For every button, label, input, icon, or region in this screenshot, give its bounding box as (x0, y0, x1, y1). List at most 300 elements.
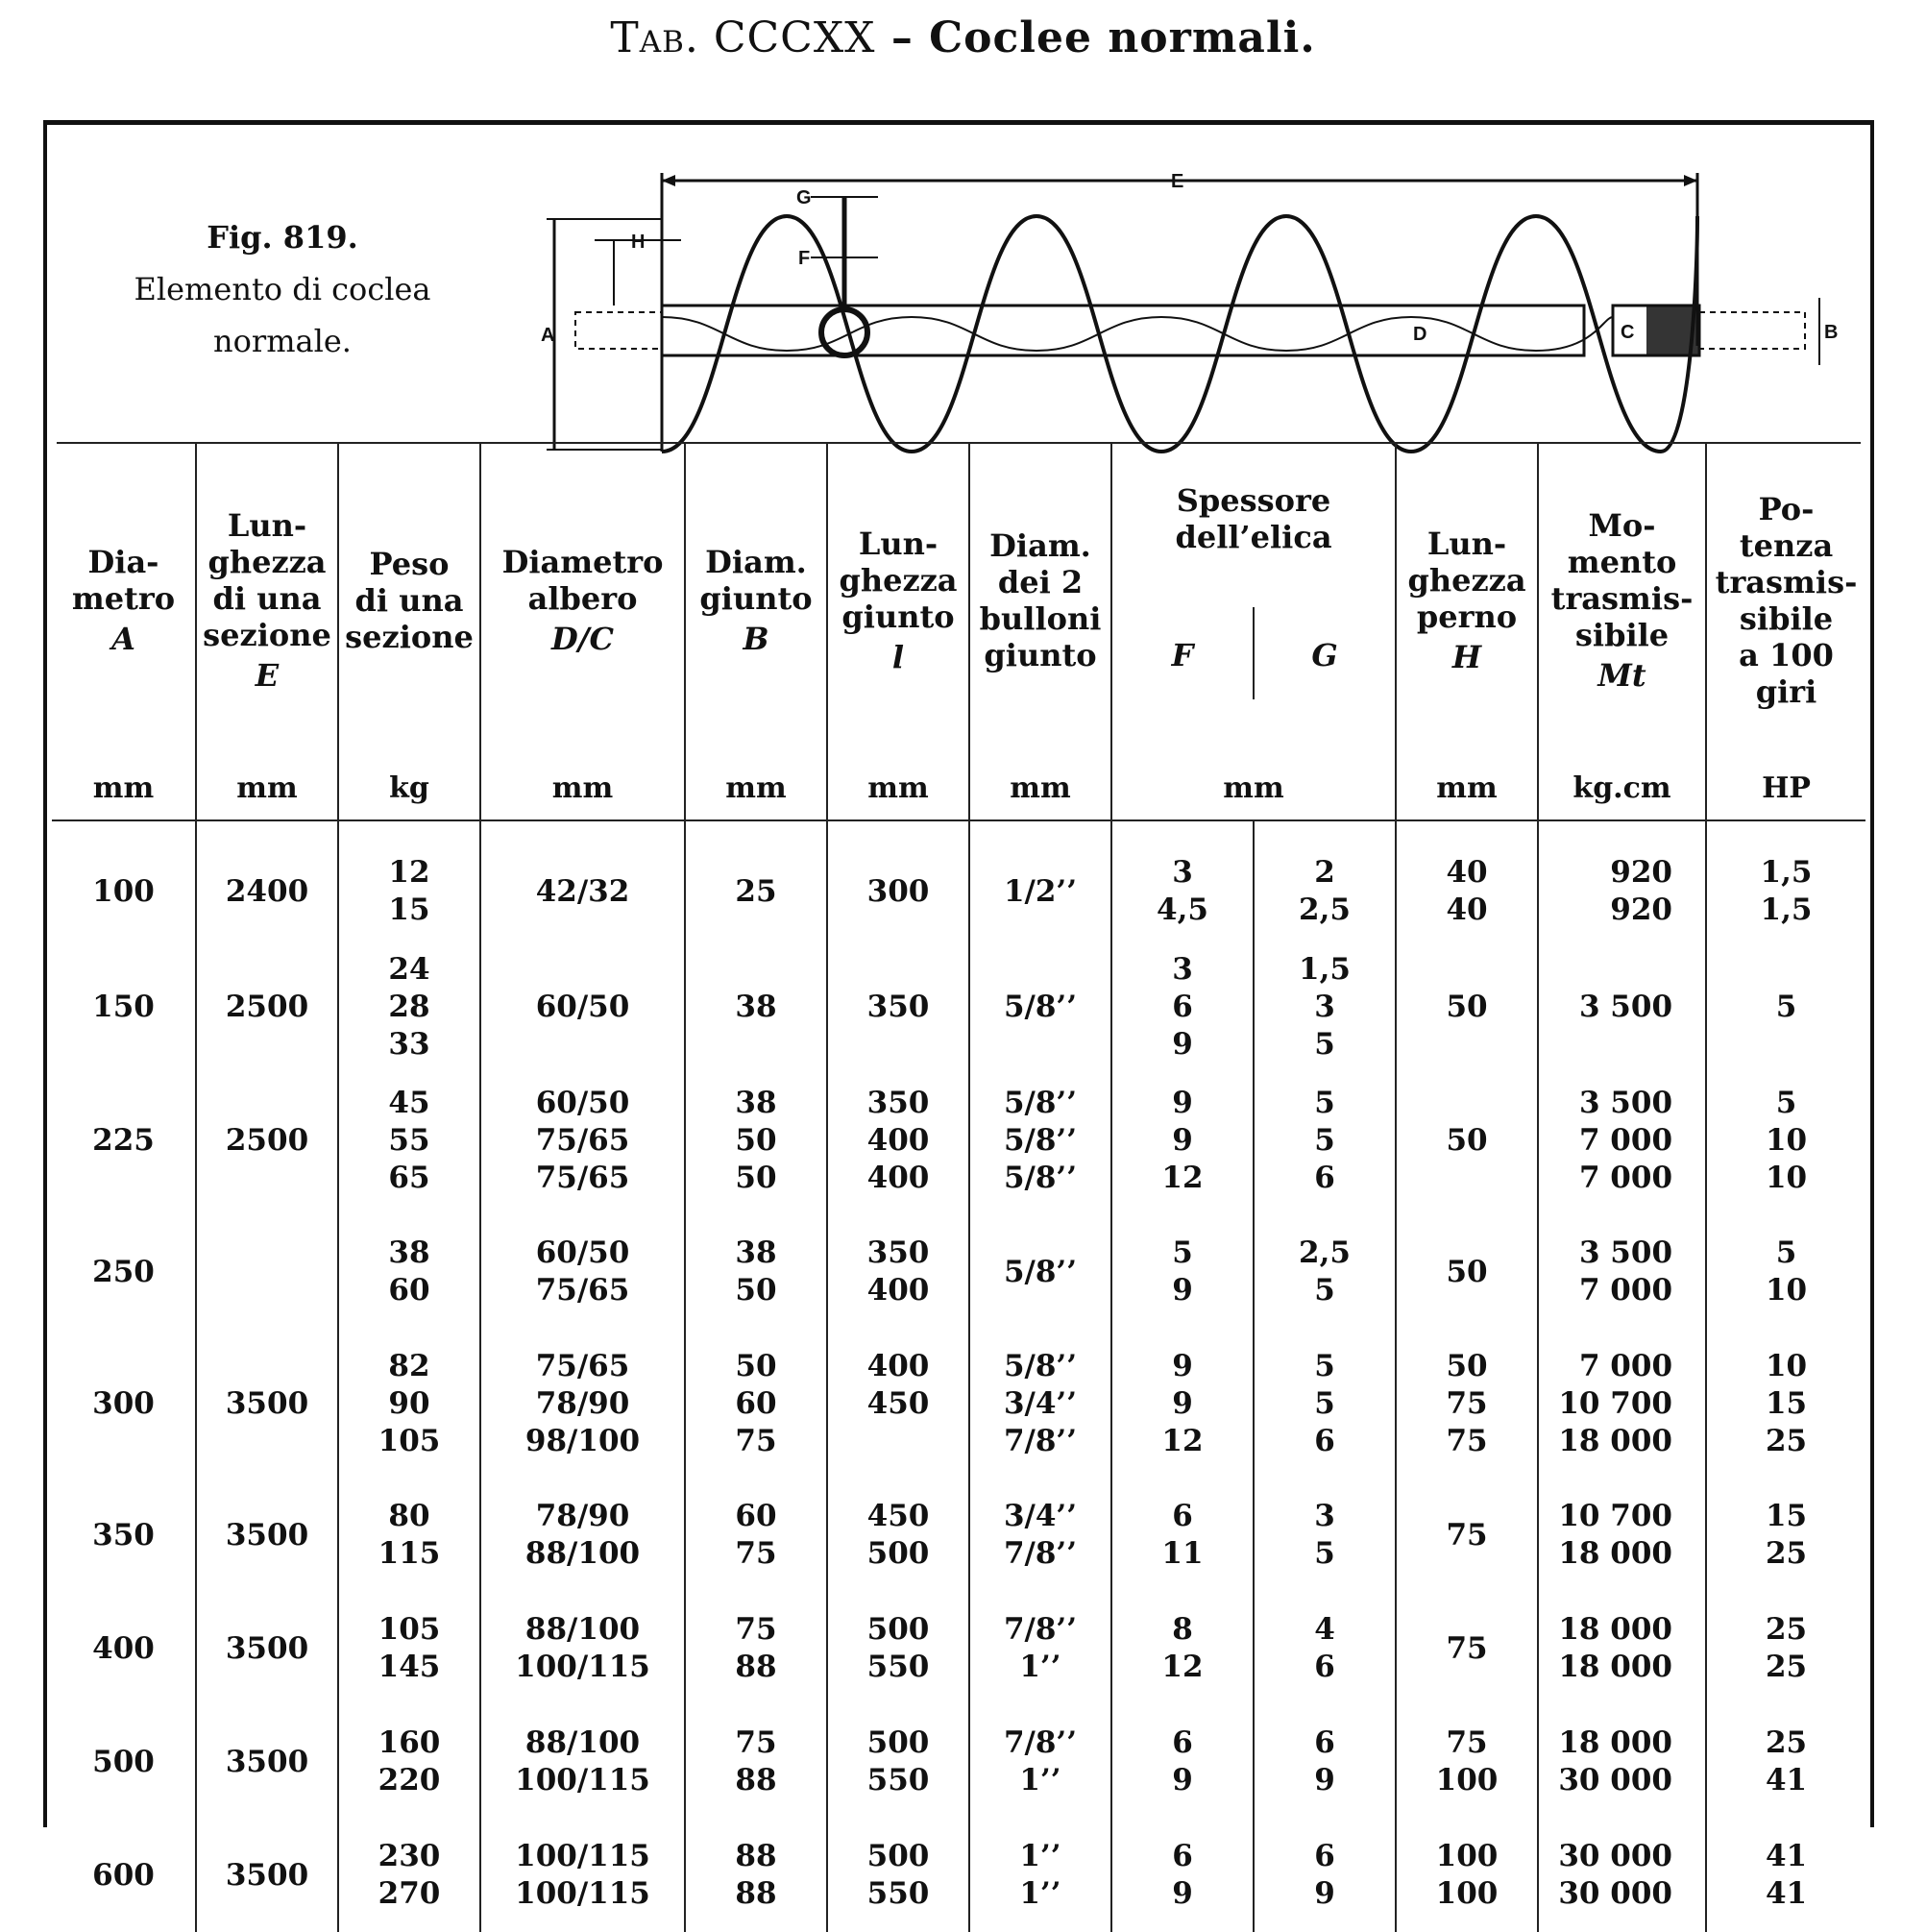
col-header-diametro (52, 444, 196, 756)
cell-value: 88/100 (524, 1612, 641, 1647)
cell-peso (338, 1065, 480, 1215)
cell-potenza (1706, 1329, 1865, 1479)
cell-value: 3/4’’ (1003, 1385, 1078, 1421)
cell-value: 3500 (225, 1630, 309, 1666)
cell-diametro-albero (480, 820, 685, 948)
cell-value: 350 (866, 989, 930, 1024)
cell-value: 8 (1172, 1612, 1193, 1647)
cell-value: 400 (92, 1630, 155, 1666)
cell-value: 38 (735, 989, 777, 1024)
cell-value: 60 (735, 1385, 777, 1421)
cell-value: 1/2’’ (1003, 873, 1078, 909)
cell-value: 60 (735, 1499, 777, 1533)
cell-momento (1538, 948, 1706, 1065)
cell-value: 10 (1765, 1160, 1808, 1195)
cell-value: 3500 (225, 1857, 309, 1893)
cell-value: 6 (1172, 1499, 1193, 1533)
cell-value: 100/115 (515, 1839, 650, 1873)
cell-value: 25 (1765, 1423, 1808, 1458)
cell-value: 75 (1446, 1517, 1488, 1553)
col-header-lunghezza-sezione (196, 444, 338, 756)
col-header-G: G (1311, 637, 1338, 673)
table-row (52, 1065, 1865, 1215)
cell-peso (338, 1705, 480, 1819)
hdr-line: sezione (345, 618, 474, 655)
cell-value: 42/32 (535, 873, 630, 909)
cell-lunghezza-sezione (196, 1329, 338, 1479)
dim-label-h: H (631, 232, 646, 253)
cell-value: 41 (1765, 1763, 1808, 1797)
cell-value: 38 (388, 1235, 430, 1270)
hdr-symbol: H (1451, 638, 1482, 675)
cell-value: 12 (1161, 1650, 1204, 1684)
col-header-F: F (1112, 607, 1255, 699)
cell-value: 400 (866, 1273, 930, 1308)
cell-lunghezza-giunto (827, 1819, 969, 1932)
cell-value: 10 700 (1558, 1499, 1673, 1533)
cell-diametro-albero (480, 1592, 685, 1705)
cell-value: 1’’ (1019, 1650, 1061, 1684)
cell-value: 7 000 (1578, 1273, 1673, 1308)
hdr-line: mento (1567, 543, 1677, 580)
cell-diametro (52, 1329, 196, 1479)
cell-value: 920 (1610, 893, 1673, 927)
cell-spessore-g (1254, 1215, 1396, 1329)
cell-value: 2500 (225, 989, 309, 1024)
cell-value: 230 (378, 1839, 441, 1873)
cell-lunghezza-perno (1396, 1819, 1538, 1932)
cell-value: 88 (735, 1876, 777, 1911)
hdr-line: Diam. (705, 543, 807, 580)
unit-cell: kg (338, 756, 480, 820)
cell-value: 500 (866, 1612, 930, 1647)
hdr-symbol: E (255, 656, 280, 694)
cell-diametro-albero (480, 948, 685, 1065)
cell-value: 3 500 (1578, 1085, 1673, 1120)
cell-potenza (1706, 948, 1865, 1065)
cell-value: 65 (388, 1160, 430, 1195)
cell-value: 600 (92, 1857, 155, 1893)
col-header-bulloni (969, 444, 1111, 756)
cell-value: 6 (1314, 1650, 1335, 1684)
hdr-line: giunto (984, 636, 1097, 673)
cell-value: 5/8’’ (1003, 1085, 1078, 1120)
cell-value: 25 (1765, 1725, 1808, 1760)
cell-spessore-f (1111, 1065, 1254, 1215)
cell-value: 400 (866, 1160, 930, 1195)
hdr-symbol: l (891, 638, 905, 675)
hdr-line: dell’elica (1175, 519, 1332, 555)
cell-value: 75 (1446, 1423, 1488, 1458)
cell-value: 160 (378, 1725, 441, 1760)
cell-value: 75/65 (535, 1348, 630, 1383)
cell-value: 88/100 (524, 1725, 641, 1760)
cell-value: 30 000 (1558, 1876, 1673, 1911)
cell-spessore-g (1254, 1479, 1396, 1592)
cell-value: 7 000 (1578, 1348, 1673, 1383)
cell-diam-giunto (685, 948, 827, 1065)
cell-value: 75 (1446, 1385, 1488, 1421)
cell-value: 6 (1314, 1423, 1335, 1458)
cell-value: 50 (735, 1273, 777, 1308)
cell-lunghezza-giunto (827, 1065, 969, 1215)
col-header-diam-giunto (685, 444, 827, 756)
unit-row (52, 756, 1865, 820)
cell-value: 60/50 (535, 1085, 630, 1120)
cell-value: 10 700 (1558, 1385, 1673, 1421)
cell-value: 3500 (225, 1517, 309, 1553)
cell-value: 45 (388, 1085, 430, 1120)
cell-value: 5/8’’ (1003, 1348, 1078, 1383)
cell-value: 88 (735, 1839, 777, 1873)
cell-spessore-f (1111, 1592, 1254, 1705)
data-table (52, 444, 1865, 1932)
cell-spessore-f (1111, 1479, 1254, 1592)
cell-spessore-f (1111, 1215, 1254, 1329)
cell-value: 500 (866, 1536, 930, 1571)
table-row (52, 1215, 1865, 1329)
cell-value: 75/65 (535, 1160, 630, 1195)
hdr-line: Po- (1758, 490, 1815, 527)
cell-value: 15 (388, 893, 430, 927)
cell-value: 150 (92, 989, 155, 1024)
cell-potenza (1706, 1592, 1865, 1705)
dim-label-a: A (541, 325, 555, 346)
cell-value: 9 (1172, 1348, 1193, 1383)
cell-lunghezza-perno (1396, 1065, 1538, 1215)
cell-momento (1538, 1329, 1706, 1479)
cell-lunghezza-perno (1396, 1592, 1538, 1705)
cell-spessore-g (1254, 1592, 1396, 1705)
cell-value: 9 (1172, 1273, 1193, 1308)
cell-diam-giunto (685, 1479, 827, 1592)
cell-value: 5/8’’ (1003, 1160, 1078, 1195)
cell-potenza (1706, 820, 1865, 948)
cell-spessore-f (1111, 948, 1254, 1065)
cell-momento (1538, 1592, 1706, 1705)
table-body (52, 820, 1865, 1932)
cell-value: 6 (1172, 989, 1193, 1024)
cell-diam-giunto (685, 1819, 827, 1932)
cell-value: 3 (1172, 951, 1193, 987)
cell-diam-giunto (685, 1329, 827, 1479)
cell-value: 40 (1446, 893, 1488, 927)
cell-value: 2,5 (1299, 1235, 1351, 1270)
cell-spessore-f (1111, 1819, 1254, 1932)
cell-value: 7/8’’ (1003, 1725, 1078, 1760)
cell-value: 10 (1765, 1273, 1808, 1308)
cell-value: 3 500 (1578, 1235, 1673, 1270)
table-row (52, 820, 1865, 948)
cell-diametro-albero (480, 1215, 685, 1329)
cell-lunghezza-sezione (196, 1215, 338, 1329)
cell-value: 7/8’’ (1003, 1423, 1078, 1458)
cell-lunghezza-giunto (827, 1329, 969, 1479)
cell-spessore-g (1254, 820, 1396, 948)
col-header-spessore-elica (1111, 444, 1396, 756)
hdr-line: metro (71, 579, 176, 617)
cell-value: 5 (1314, 1026, 1335, 1062)
cell-value: 25 (735, 873, 777, 909)
cell-diametro-albero (480, 1819, 685, 1932)
cell-value: 10 (1765, 1348, 1808, 1383)
cell-diam-giunto (685, 1592, 827, 1705)
cell-value: 550 (866, 1763, 930, 1797)
cell-value: 24 (388, 951, 430, 987)
cell-value: 88 (735, 1650, 777, 1684)
cell-value: 50 (735, 1122, 777, 1158)
cell-value: 9 (1172, 1763, 1193, 1797)
cell-spessore-f (1111, 820, 1254, 948)
hdr-symbol: Mt (1597, 656, 1646, 694)
cell-value: 2,5 (1299, 893, 1351, 927)
cell-value: 2400 (225, 873, 309, 909)
cell-diametro-albero (480, 1065, 685, 1215)
cell-spessore-f (1111, 1329, 1254, 1479)
cell-value: 105 (378, 1423, 441, 1458)
cell-value: 350 (866, 1085, 930, 1120)
dim-label-c: C (1621, 322, 1635, 343)
cell-value: 80 (388, 1499, 430, 1533)
cell-value: 50 (1446, 1348, 1488, 1383)
cell-value: 100/115 (515, 1876, 650, 1911)
cell-value: 50 (1446, 1122, 1488, 1158)
cell-diam-giunto (685, 820, 827, 948)
cell-value: 75/65 (535, 1273, 630, 1308)
cell-value: 1,5 (1760, 893, 1813, 927)
hdr-symbol: A (111, 620, 135, 657)
cell-momento (1538, 1479, 1706, 1592)
cell-lunghezza-giunto (827, 820, 969, 948)
cell-bulloni (969, 1065, 1111, 1215)
cell-value: 3500 (225, 1744, 309, 1779)
cell-lunghezza-giunto (827, 1705, 969, 1819)
cell-value: 2 (1314, 855, 1335, 890)
cell-value: 82 (388, 1348, 430, 1383)
cell-diametro (52, 1592, 196, 1705)
hdr-line: trasmis- (1715, 563, 1858, 600)
cell-peso (338, 1215, 480, 1329)
cell-spessore-g (1254, 1819, 1396, 1932)
cell-value: 55 (388, 1122, 430, 1158)
cell-value: 30 000 (1558, 1763, 1673, 1797)
figure-caption (124, 211, 441, 367)
cell-value: 100/115 (515, 1650, 650, 1684)
hdr-line: Dia- (87, 543, 159, 580)
hdr-line: sibile (1574, 616, 1670, 653)
col-header-lunghezza-giunto (827, 444, 969, 756)
cell-value: 5/8’’ (1003, 1122, 1078, 1158)
unit-cell: mm (1111, 756, 1396, 820)
cell-value: 5 (1172, 1235, 1193, 1270)
dim-label-e: E (1171, 171, 1184, 192)
cell-value: 60/50 (535, 1235, 630, 1270)
cell-value: 500 (92, 1744, 155, 1779)
cell-bulloni (969, 820, 1111, 948)
cell-value: 5 (1775, 989, 1797, 1024)
cell-value: 4 (1314, 1612, 1335, 1647)
cell-value: 12 (388, 855, 430, 890)
cell-value: 500 (866, 1839, 930, 1873)
cell-diametro (52, 1705, 196, 1819)
cell-momento (1538, 820, 1706, 948)
cell-bulloni (969, 1705, 1111, 1819)
cell-lunghezza-giunto (827, 1215, 969, 1329)
cell-value: 28 (388, 989, 430, 1024)
cell-lunghezza-giunto (827, 948, 969, 1065)
cell-value: 90 (388, 1385, 430, 1421)
header-row (52, 444, 1865, 756)
cell-value: 7/8’’ (1003, 1536, 1078, 1571)
cell-lunghezza-giunto (827, 1479, 969, 1592)
cell-value: 300 (866, 873, 930, 909)
unit-cell: HP (1706, 756, 1865, 820)
cell-value: 400 (866, 1348, 930, 1383)
hdr-line: Lun- (858, 525, 939, 562)
hdr-line: di una (354, 581, 464, 619)
figure-description: Elemento di coclea normale. (134, 271, 431, 359)
cell-value: 920 (1610, 855, 1673, 890)
cell-bulloni (969, 1592, 1111, 1705)
cell-value: 100 (92, 873, 155, 909)
cell-value: 9 (1172, 1876, 1193, 1911)
col-header-peso (338, 444, 480, 756)
cell-value: 550 (866, 1876, 930, 1911)
cell-value: 400 (866, 1122, 930, 1158)
cell-diam-giunto (685, 1065, 827, 1215)
cell-lunghezza-sezione (196, 1819, 338, 1932)
cell-diametro-albero (480, 1479, 685, 1592)
hdr-line: giunto (841, 598, 955, 635)
cell-value: 3 500 (1578, 989, 1673, 1024)
cell-peso (338, 948, 480, 1065)
hdr-line: dei 2 (997, 563, 1084, 600)
hdr-line: sibile (1739, 599, 1834, 637)
hdr-line: ghezza (839, 561, 958, 599)
cell-value: 450 (866, 1385, 930, 1421)
unit-cell: mm (196, 756, 338, 820)
hdr-line: ghezza (207, 543, 327, 580)
cell-value: 15 (1765, 1499, 1808, 1533)
cell-value: 3 (1314, 1499, 1335, 1533)
cell-value: 350 (866, 1235, 930, 1270)
table-row (52, 948, 1865, 1065)
cell-value: 5 (1314, 1085, 1335, 1120)
cell-value: 115 (378, 1536, 441, 1571)
col-header-diametro-albero (480, 444, 685, 756)
cell-value (828, 1423, 968, 1460)
cell-diametro (52, 1215, 196, 1329)
cell-value: 75 (1446, 1630, 1488, 1666)
cell-bulloni (969, 1479, 1111, 1592)
cell-value: 50 (735, 1348, 777, 1383)
cell-spessore-g (1254, 1705, 1396, 1819)
cell-value: 5 (1314, 1385, 1335, 1421)
cell-potenza (1706, 1819, 1865, 1932)
cell-lunghezza-sezione (196, 1705, 338, 1819)
cell-momento (1538, 1819, 1706, 1932)
cell-bulloni (969, 948, 1111, 1065)
cell-value: 75 (1446, 1725, 1488, 1760)
cell-lunghezza-sezione (196, 1592, 338, 1705)
cell-spessore-g (1254, 1065, 1396, 1215)
cell-value: 5/8’’ (1003, 989, 1078, 1024)
cell-value: 33 (388, 1026, 430, 1062)
screw-conveyor-drawing (499, 144, 1863, 490)
cell-lunghezza-perno (1396, 1329, 1538, 1479)
unit-cell: kg.cm (1538, 756, 1706, 820)
cell-value: 500 (866, 1725, 930, 1760)
cell-diametro (52, 820, 196, 948)
dim-label-b: B (1824, 322, 1839, 343)
cell-potenza (1706, 1065, 1865, 1215)
cell-value: 1’’ (1019, 1876, 1061, 1911)
cell-diametro-albero (480, 1705, 685, 1819)
cell-momento (1538, 1705, 1706, 1819)
cell-momento (1538, 1065, 1706, 1215)
cell-value: 1’’ (1019, 1839, 1061, 1873)
table-row (52, 1705, 1865, 1819)
cell-lunghezza-perno (1396, 1705, 1538, 1819)
cell-lunghezza-sezione (196, 1479, 338, 1592)
hdr-line: Mo- (1588, 506, 1656, 544)
cell-value: 100 (1435, 1839, 1499, 1873)
table-row (52, 1329, 1865, 1479)
cell-diametro (52, 1065, 196, 1215)
cell-value: 88/100 (524, 1536, 641, 1571)
dim-label-f: F (798, 248, 811, 269)
cell-value: 1,5 (1760, 855, 1813, 890)
cell-value: 550 (866, 1650, 930, 1684)
cell-value: 25 (1765, 1536, 1808, 1571)
cell-diam-giunto (685, 1705, 827, 1819)
cell-value: 7 000 (1578, 1122, 1673, 1158)
cell-peso (338, 1819, 480, 1932)
cell-value: 18 000 (1558, 1536, 1673, 1571)
cell-value: 5 (1314, 1348, 1335, 1383)
cell-value: 60 (388, 1273, 430, 1308)
cell-value: 225 (92, 1122, 155, 1158)
cell-value: 6 (1314, 1160, 1335, 1195)
cell-value: 18 000 (1558, 1725, 1673, 1760)
cell-diametro (52, 948, 196, 1065)
cell-value: 10 (1765, 1122, 1808, 1158)
cell-value: 50 (735, 1160, 777, 1195)
cell-value: 2500 (225, 1122, 309, 1158)
cell-value: 5 (1775, 1085, 1797, 1120)
unit-cell: mm (827, 756, 969, 820)
hdr-symbol: D/C (551, 620, 614, 657)
hdr-line: a 100 (1739, 636, 1834, 673)
hdr-line: ghezza (1407, 561, 1526, 599)
cell-value: 12 (1161, 1160, 1204, 1195)
cell-peso (338, 1592, 480, 1705)
cell-value: 300 (92, 1385, 155, 1421)
cell-value: 3500 (225, 1385, 309, 1421)
cell-value: 250 (92, 1254, 155, 1289)
cell-value: 5 (1314, 1122, 1335, 1158)
hdr-line: Lun- (227, 506, 307, 544)
cell-value: 75/65 (535, 1122, 630, 1158)
hdr-line: Peso (369, 545, 450, 582)
cell-value: 9 (1172, 1122, 1193, 1158)
cell-value: 105 (378, 1612, 441, 1647)
cell-peso (338, 1329, 480, 1479)
cell-lunghezza-sezione (196, 948, 338, 1065)
hdr-line: tenza (1739, 526, 1834, 564)
cell-value: 40 (1446, 855, 1488, 890)
cell-value: 7/8’’ (1003, 1612, 1078, 1647)
